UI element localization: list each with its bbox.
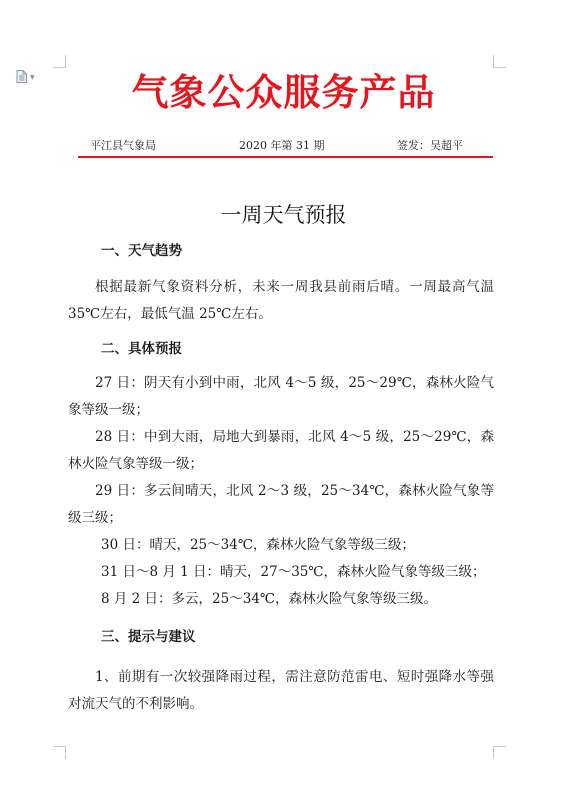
trend-paragraph: 根据最新气象资料分析，未来一周我县前雨后晴。一周最高气温 35℃左右，最低气温 25℃左右。 bbox=[68, 279, 494, 322]
forecast-item: 27 日：阴天有小到中雨，北风 4～5 级，25～29℃，森林火险气象等级一级； bbox=[68, 375, 494, 418]
header-divider bbox=[78, 156, 493, 158]
section-heading-forecast: 二、具体预报 bbox=[101, 341, 182, 357]
corner-mark-bottom-right bbox=[493, 746, 506, 759]
section-heading-advice: 三、提示与建议 bbox=[101, 629, 196, 645]
corner-mark-top-right bbox=[493, 55, 506, 68]
corner-mark-top-left bbox=[53, 55, 66, 68]
chevron-down-icon: ▼ bbox=[30, 74, 35, 81]
signer-label: 签发：吴超平 bbox=[397, 139, 463, 152]
corner-mark-bottom-left bbox=[53, 746, 66, 759]
forecast-item: 8 月 2 日：多云，25～34℃，森林火险气象等级三级。 bbox=[101, 591, 438, 607]
issuer-label: 平江县气象局 bbox=[90, 139, 156, 152]
forecast-item: 28 日：中到大雨，局地大到暴雨，北风 4～5 级，25～29℃，森林火险气象等级一级； bbox=[68, 429, 494, 472]
issue-number: 2020 年第 31 期 bbox=[239, 139, 325, 152]
forecast-item: 31 日～8 月 1 日：晴天，27～35℃，森林火险气象等级三级； bbox=[101, 564, 486, 580]
document-title: 一周天气预报 bbox=[220, 203, 347, 227]
advice-item: 1、前期有一次较强降雨过程，需注意防范雷电、短时强降水等强对流天气的不利影响。 bbox=[68, 669, 494, 712]
header-title: 气象公众服务产品 bbox=[131, 71, 436, 114]
forecast-item: 29 日：多云间晴天，北风 2～3 级，25～34℃，森林火险气象等级三级； bbox=[68, 483, 494, 526]
forecast-item: 30 日：晴天，25～34℃，森林火险气象等级三级； bbox=[101, 537, 415, 553]
section-heading-trend: 一、天气趋势 bbox=[101, 243, 182, 259]
